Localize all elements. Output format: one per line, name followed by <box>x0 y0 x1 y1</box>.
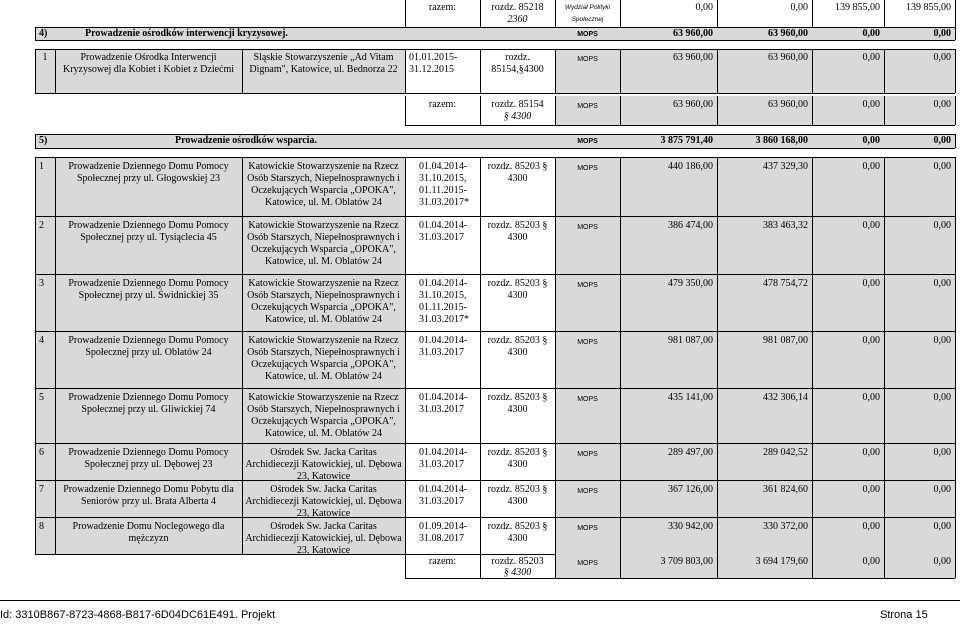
column-divider <box>55 274 56 331</box>
table-rule <box>35 27 36 40</box>
column-divider <box>884 443 885 480</box>
task-name: Prowadzenie Domu Noclegowego dla mężczyzn <box>72 521 225 544</box>
amount-cell: 0,00 <box>933 278 951 289</box>
unit-label: MOPS <box>577 56 598 63</box>
amount-cell: 981 087,00 <box>763 335 808 346</box>
column-divider <box>55 216 56 274</box>
amount-cell: 0,00 <box>862 521 880 532</box>
column-divider <box>480 157 481 216</box>
budget-section: rozdz. 85203 § 4300 <box>487 220 548 243</box>
period: 01.04.2014-31.03.2017 <box>419 392 468 415</box>
table-rule <box>884 96 885 125</box>
department-name: Wydział Polityki Społecznej <box>564 4 611 23</box>
column-divider <box>884 274 885 331</box>
amount-cell: 139 855,00 <box>835 2 880 13</box>
column-divider <box>480 331 481 388</box>
entity-name: Ośrodek Św. Jacka Caritas Archidiecezji Katowickiej, ul. Dębowa 23, Katowice <box>245 447 402 480</box>
column-divider <box>35 331 36 388</box>
row-number: 4 <box>39 335 44 346</box>
amount-cell: 0,00 <box>933 135 951 146</box>
amount-cell: 0,00 <box>695 2 713 13</box>
column-divider <box>242 517 243 554</box>
amount-cell: 63 960,00 <box>768 52 808 63</box>
column-divider <box>717 517 718 554</box>
table-rule <box>35 480 955 481</box>
row-number: 6 <box>39 447 44 458</box>
column-divider <box>955 480 956 517</box>
column-divider <box>955 216 956 274</box>
table-rule <box>405 125 955 126</box>
column-divider <box>620 388 621 443</box>
amount-cell: 0,00 <box>862 447 880 458</box>
razem-value: rozdz. 85154 <box>491 99 544 110</box>
table-rule <box>717 554 718 578</box>
amount-cell: 0,00 <box>933 521 951 532</box>
razem-value: rozdz. 85203 <box>491 556 544 567</box>
task-name: Prowadzenie Dziennego Domu Pomocy Społecznej przy ul. Gliwickiej 74 <box>68 392 229 415</box>
table-rule <box>620 96 621 125</box>
amount-cell: 3 875 791,40 <box>660 135 713 146</box>
column-divider <box>717 388 718 443</box>
task-name: Prowadzenie Dziennego Domu Pomocy Społecznej przy ul. Świdnickiej 35 <box>68 278 229 301</box>
unit-label: MOPS <box>577 282 598 289</box>
table-rule <box>620 0 621 27</box>
column-divider <box>35 157 36 216</box>
section-title: Prowadzenie ośrodków interwencji kryzysowej. <box>85 28 288 39</box>
budget-section: rozdz. 85203 § 4300 <box>487 447 548 470</box>
unit-label: MOPS <box>577 165 598 172</box>
column-divider <box>812 331 813 388</box>
column-divider <box>717 443 718 480</box>
column-divider <box>955 517 956 554</box>
column-divider <box>717 49 718 93</box>
column-divider <box>55 388 56 443</box>
table-rule <box>35 443 955 444</box>
amount-cell: 330 942,00 <box>668 521 713 532</box>
column-divider <box>884 388 885 443</box>
amount-cell: 0,00 <box>933 484 951 495</box>
table-rule <box>35 517 955 518</box>
column-divider <box>242 216 243 274</box>
amount-cell: 0,00 <box>933 335 951 346</box>
row-number: 2 <box>39 220 44 231</box>
column-divider <box>242 49 243 93</box>
razem-code: § 4300 <box>503 567 532 578</box>
table-rule <box>620 554 621 578</box>
amount-cell: 0,00 <box>862 52 880 63</box>
column-divider <box>242 480 243 517</box>
table-rule <box>955 0 956 27</box>
unit-label: MOPS <box>577 103 598 110</box>
budget-section: rozdz. 85203 § 4300 <box>487 392 548 415</box>
amount-cell: 0,00 <box>933 220 951 231</box>
task-name: Prowadzenie Dziennego Domu Pomocy Społecznej przy ul. Dębowej 23 <box>68 447 229 470</box>
amount-cell: 0,00 <box>862 335 880 346</box>
period: 01.09.2014-31.08.2017 <box>419 521 468 544</box>
amount-cell: 0,00 <box>933 447 951 458</box>
table-rule <box>884 0 885 27</box>
amount-cell: 289 497,00 <box>668 447 713 458</box>
column-divider <box>717 480 718 517</box>
row-number: 3 <box>39 278 44 289</box>
column-divider <box>955 274 956 331</box>
column-divider <box>812 49 813 93</box>
budget-section: rozdz. 85203 § 4300 <box>487 161 548 184</box>
amount-cell: 0,00 <box>862 392 880 403</box>
period: 01.04.2014-31.10.2015, 01.11.2015-31.03.2017* <box>419 278 469 325</box>
amount-cell: 3 694 179,60 <box>755 556 808 567</box>
column-divider <box>405 157 406 216</box>
amount-cell: 0,00 <box>790 2 808 13</box>
entity-name: Katowickie Stowarzyszenie na Rzecz Osób Starszych, Niepełnosprawnych i Oczekujących Wsparcia „OPOKA", Katowice, ul. M. Oblatów 24 <box>247 278 400 325</box>
entity-name: Ośrodek Św. Jacka Caritas Archidiecezji Katowickiej, ul. Dębowa 23, Katowice <box>245 484 402 517</box>
budget-section: rozdz. 85203 § 4300 <box>487 521 548 544</box>
column-divider <box>884 331 885 388</box>
razem-code: 2360 <box>507 14 528 25</box>
column-divider <box>405 517 406 554</box>
column-divider <box>620 216 621 274</box>
amount-cell: 0,00 <box>862 99 880 110</box>
amount-cell: 0,00 <box>933 99 951 110</box>
amount-cell: 0,00 <box>862 220 880 231</box>
row-number: 1 <box>39 161 44 172</box>
amount-cell: 361 824,60 <box>763 484 808 495</box>
column-divider <box>405 480 406 517</box>
razem-label: razem: <box>428 556 457 567</box>
amount-cell: 432 306,14 <box>763 392 808 403</box>
amount-cell: 0,00 <box>933 28 951 39</box>
entity-name: Katowickie Stowarzyszenie na Rzecz Osób Starszych, Niepełnosprawnych i Oczekujących Wsparcia „OPOKA", Katowice, ul. M. Oblatów 24 <box>247 220 400 267</box>
row-number: 8 <box>39 521 44 532</box>
section-number: 5) <box>39 135 48 146</box>
column-divider <box>884 480 885 517</box>
unit-label: MOPS <box>577 488 598 495</box>
column-divider <box>480 216 481 274</box>
amount-cell: 0,00 <box>862 484 880 495</box>
entity-name: Katowickie Stowarzyszenie na Rzecz Osób Starszych, Niepełnosprawnych i Oczekujących Wsparcia „OPOKA", Katowice, ul. M. Oblatów 24 <box>247 392 400 439</box>
entity-name: Śląskie Stowarzyszenie „Ad Vitam Dignam", Katowice, ul. Bednorza 22 <box>249 52 398 75</box>
table-rule <box>955 96 956 125</box>
table-rule <box>955 27 956 40</box>
razem-value: rozdz. 85218 <box>491 2 544 13</box>
column-divider <box>480 480 481 517</box>
period: 01.04.2014-31.10.2015, 01.11.2015-31.03.2017* <box>419 161 469 208</box>
period: 01.04.2014-31.03.2017 <box>419 335 468 358</box>
table-rule <box>812 96 813 125</box>
column-divider <box>620 331 621 388</box>
column-divider <box>405 216 406 274</box>
amount-cell: 437 329,30 <box>763 161 808 172</box>
column-divider <box>55 517 56 554</box>
razem-code: § 4300 <box>503 111 532 122</box>
column-divider <box>620 157 621 216</box>
table-rule <box>812 0 813 27</box>
amount-cell: 0,00 <box>933 392 951 403</box>
budget-section: rozdz. 85203 § 4300 <box>487 278 548 301</box>
amount-cell: 0,00 <box>933 161 951 172</box>
column-divider <box>55 49 56 93</box>
amount-cell: 435 141,00 <box>668 392 713 403</box>
amount-cell: 440 186,00 <box>668 161 713 172</box>
column-divider <box>35 388 36 443</box>
budget-section: rozdz. 85154,§4300 <box>491 52 544 75</box>
amount-cell: 0,00 <box>862 135 880 146</box>
section-number: 4) <box>39 28 48 39</box>
amount-cell: 478 754,72 <box>763 278 808 289</box>
unit-label: MOPS <box>577 224 598 231</box>
column-divider <box>955 157 956 216</box>
unit-label: MOPS <box>577 138 598 145</box>
column-divider <box>35 274 36 331</box>
column-divider <box>35 480 36 517</box>
column-divider <box>55 331 56 388</box>
table-rule <box>955 134 956 148</box>
row-number: 7 <box>39 484 44 495</box>
razem-label: razem: <box>428 99 457 110</box>
amount-cell: 0,00 <box>862 161 880 172</box>
row-number: 1 <box>42 52 48 63</box>
unit-label: MOPS <box>577 339 598 346</box>
amount-cell: 0,00 <box>933 556 951 567</box>
column-divider <box>620 480 621 517</box>
amount-cell: 386 474,00 <box>668 220 713 231</box>
row-number: 5 <box>39 392 44 403</box>
column-divider <box>405 443 406 480</box>
column-divider <box>717 274 718 331</box>
unit-label: MOPS <box>577 451 598 458</box>
column-divider <box>717 331 718 388</box>
column-divider <box>717 157 718 216</box>
task-name: Prowadzenie Dziennego Domu Pomocy Społecznej przy ul. Oblatów 24 <box>68 335 229 358</box>
column-divider <box>812 443 813 480</box>
table-rule <box>35 93 955 94</box>
column-divider <box>620 517 621 554</box>
column-divider <box>812 274 813 331</box>
period: 01.04.2014-31.03.2017 <box>419 484 468 507</box>
column-divider <box>620 443 621 480</box>
column-divider <box>405 49 406 93</box>
amount-cell: 139 855,00 <box>906 2 951 13</box>
unit-label: MOPS <box>577 31 598 38</box>
column-divider <box>717 216 718 274</box>
amount-cell: 383 463,32 <box>763 220 808 231</box>
column-divider <box>812 517 813 554</box>
amount-cell: 63 960,00 <box>673 52 713 63</box>
column-divider <box>955 331 956 388</box>
table-rule <box>955 554 956 578</box>
table-rule <box>35 49 955 50</box>
entity-name: Katowickie Stowarzyszenie na Rzecz Osób Starszych, Niepełnosprawnych i Oczekujących Wsparcia „OPOKA", Katowice, ul. M. Oblatów 24 <box>247 335 400 382</box>
unit-label: MOPS <box>577 525 598 532</box>
table-rule <box>35 388 955 389</box>
column-divider <box>812 480 813 517</box>
budget-section: rozdz. 85203 § 4300 <box>487 335 548 358</box>
table-rule <box>35 157 955 158</box>
column-divider <box>955 443 956 480</box>
column-divider <box>242 331 243 388</box>
column-divider <box>242 443 243 480</box>
column-divider <box>480 49 481 93</box>
column-divider <box>35 216 36 274</box>
table-rule <box>717 0 718 27</box>
footer-document-id: Id: 3310B867-8723-4868-B817-6D04DC61E491. Projekt <box>0 609 276 621</box>
amount-cell: 0,00 <box>862 278 880 289</box>
column-divider <box>812 157 813 216</box>
column-divider <box>620 49 621 93</box>
task-name: Prowadzenie Dziennego Domu Pomocy Społecznej przy ul. Głogowskiej 23 <box>68 161 229 184</box>
column-divider <box>242 157 243 216</box>
razem-label: razem: <box>428 2 457 13</box>
column-divider <box>480 274 481 331</box>
column-divider <box>55 480 56 517</box>
column-divider <box>405 274 406 331</box>
table-rule <box>35 216 955 217</box>
budget-section: rozdz. 85203 § 4300 <box>487 484 548 507</box>
footer-rule <box>0 600 960 601</box>
entity-name: Ośrodek Św. Jacka Caritas Archidiecezji Katowickiej, ul. Dębowa 23, Katowice <box>245 521 402 554</box>
table-rule <box>884 554 885 578</box>
column-divider <box>35 517 36 554</box>
column-divider <box>620 274 621 331</box>
column-divider <box>884 517 885 554</box>
table-rule <box>35 331 955 332</box>
amount-cell: 479 350,00 <box>668 278 713 289</box>
amount-cell: 981 087,00 <box>668 335 713 346</box>
column-divider <box>242 274 243 331</box>
column-divider <box>405 331 406 388</box>
column-divider <box>35 443 36 480</box>
column-divider <box>405 388 406 443</box>
period: 01.01.2015-31.12.2015 <box>409 52 458 75</box>
amount-cell: 63 960,00 <box>673 99 713 110</box>
table-rule <box>35 40 955 41</box>
column-divider <box>55 157 56 216</box>
amount-cell: 330 372,00 <box>763 521 808 532</box>
amount-cell: 0,00 <box>862 556 880 567</box>
amount-cell: 63 960,00 <box>768 99 808 110</box>
period: 01.04.2014-31.03.2017 <box>419 447 468 470</box>
column-divider <box>884 216 885 274</box>
amount-cell: 3 709 803,00 <box>660 556 713 567</box>
unit-label: MOPS <box>577 396 598 403</box>
column-divider <box>884 49 885 93</box>
footer-page-number: Strona 15 <box>880 609 928 621</box>
table-rule <box>35 148 955 149</box>
amount-cell: 0,00 <box>862 28 880 39</box>
task-name: Prowadzenie Dziennego Domu Pomocy Społecznej przy ul. Tysiąclecia 45 <box>68 220 229 243</box>
column-divider <box>955 388 956 443</box>
amount-cell: 3 860 168,00 <box>755 135 808 146</box>
column-divider <box>812 388 813 443</box>
task-name: Prowadzenie Ośrodka Interwencji Kryzysowej dla Kobiet i Kobiet z Dziećmi <box>62 52 235 75</box>
unit-label: MOPS <box>577 560 598 567</box>
section-title: Prowadzenie ośrodków wsparcia. <box>175 135 317 146</box>
column-divider <box>812 216 813 274</box>
column-divider <box>955 49 956 93</box>
task-name: Prowadzenie Dziennego Domu Pobytu dla Seniorów przy ul. Brata Alberta 4 <box>63 484 234 507</box>
column-divider <box>480 388 481 443</box>
entity-name: Katowickie Stowarzyszenie na Rzecz Osób Starszych, Niepełnosprawnych i Oczekujących Wsparcia „OPOKA", Katowice, ul. M. Oblatów 24 <box>247 161 400 208</box>
table-rule <box>812 554 813 578</box>
period: 01.04.2014-31.03.2017 <box>419 220 468 243</box>
column-divider <box>55 443 56 480</box>
column-divider <box>480 443 481 480</box>
amount-cell: 63 960,00 <box>673 28 713 39</box>
amount-cell: 367 126,00 <box>668 484 713 495</box>
amount-cell: 0,00 <box>933 52 951 63</box>
column-divider <box>884 157 885 216</box>
table-rule <box>35 134 36 148</box>
table-rule <box>35 274 955 275</box>
amount-cell: 63 960,00 <box>768 28 808 39</box>
column-divider <box>242 388 243 443</box>
column-divider <box>480 517 481 554</box>
amount-cell: 289 042,52 <box>763 447 808 458</box>
table-rule <box>717 96 718 125</box>
